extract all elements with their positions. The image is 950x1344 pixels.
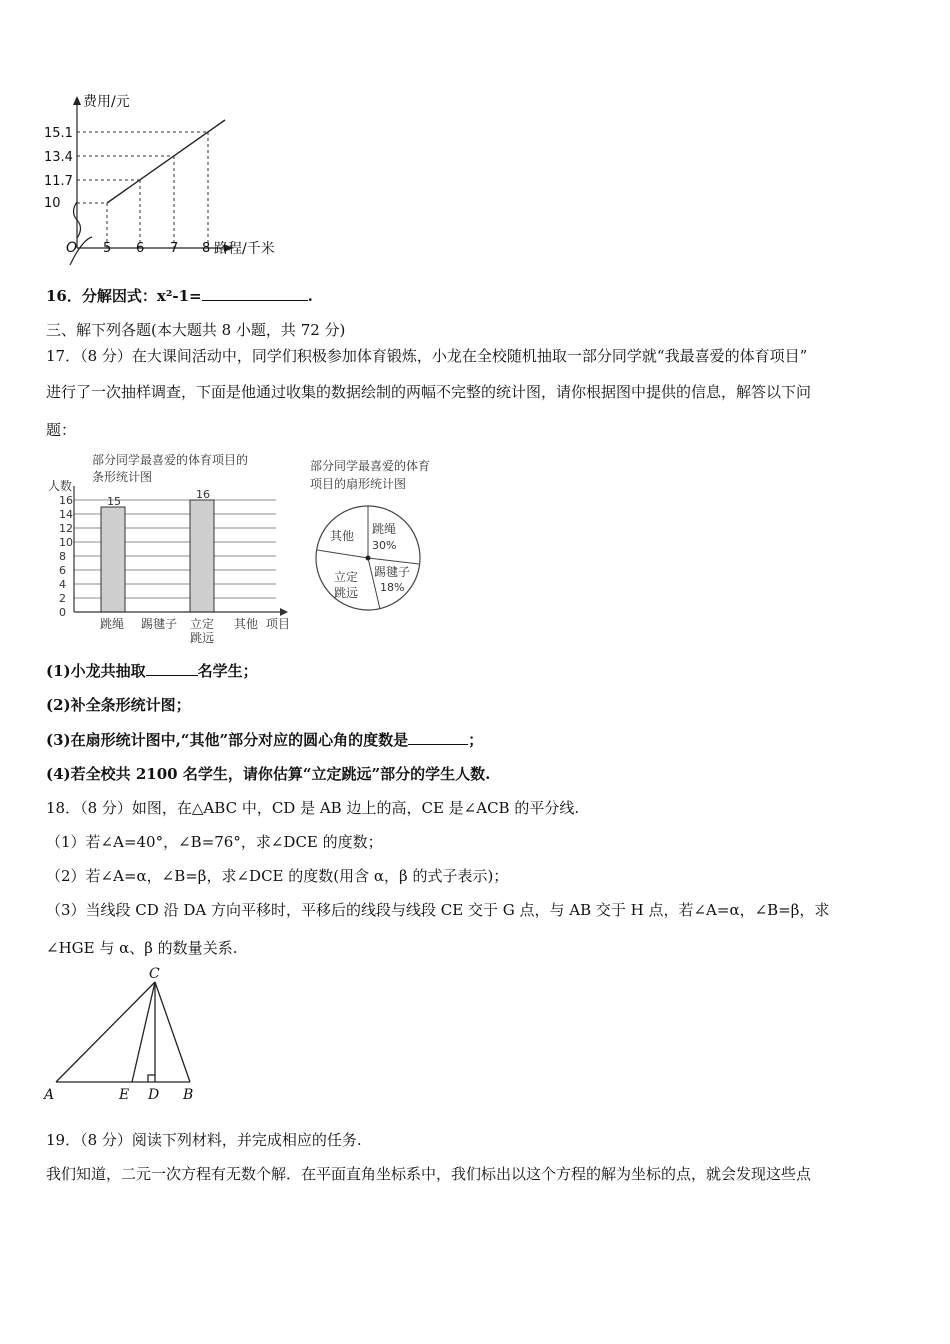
y-tick-label: 8 xyxy=(59,550,66,563)
category-label: 其他 xyxy=(234,617,259,631)
category-label: 跳绳 xyxy=(100,617,125,631)
fare-line-graph xyxy=(30,90,310,265)
bar-value-label: 16 xyxy=(196,488,210,501)
x-axis-label: 路程/千米 xyxy=(214,241,275,257)
question-17-line: 17．（8 分）在大课间活动中，同学们积极参加体育锻炼，小龙在全校随机抽取一部分同学就“我最喜爱的体育项目” xyxy=(46,347,808,365)
bar-chart xyxy=(44,448,299,648)
origin-label: O xyxy=(66,240,78,256)
y-tick-label: 10 xyxy=(44,196,61,211)
question-18-line: （1）若∠A=40°，∠B=76°，求∠DCE 的度数； xyxy=(46,833,383,851)
question-17-sub4: (4)若全校共 2100 名学生，请你估算“立定跳远”部分的学生人数. xyxy=(46,765,491,783)
sub3-text: (3)在扇形统计图中,“其他”部分对应的圆心角的度数是 xyxy=(46,731,409,749)
pie-divider xyxy=(368,558,419,564)
vertex-label: C xyxy=(149,966,160,982)
y-tick-label: 14 xyxy=(59,508,73,521)
bar-value-label: 15 xyxy=(107,495,121,508)
y-tick-label: 10 xyxy=(59,536,73,549)
question-18-line: （2）若∠A=α，∠B=β，求∠DCE 的度数(用含 α，β 的式子表示)； xyxy=(46,867,509,885)
y-tick-label: 4 xyxy=(59,578,66,591)
x-tick-label: 8 xyxy=(202,241,211,256)
vertex-label: E xyxy=(119,1087,130,1103)
pie-chart xyxy=(300,452,470,632)
pie-slice-label: 立定 xyxy=(334,570,359,584)
question-17-line: 进行了一次抽样调查，下面是他通过收集的数据绘制的两幅不完整的统计图，请你根据图中提供的信息，解答以下问 xyxy=(46,383,812,401)
y-tick-label: 2 xyxy=(59,592,66,605)
y-tick-label: 0 xyxy=(59,606,66,619)
sub1-text: (1)小龙共抽取 xyxy=(46,662,146,680)
question-19-line: 19．（8 分）阅读下列材料，并完成相应的任务. xyxy=(46,1131,362,1149)
pie-slice-percent: 30% xyxy=(372,539,397,552)
y-tick-label: 11.7 xyxy=(44,174,73,189)
category-label: 踢毽子 xyxy=(141,617,178,631)
bar-chart-xlabel: 项目 xyxy=(266,617,291,631)
answer-blank xyxy=(408,730,468,745)
question-18-line: （3）当线段 CD 沿 DA 方向平移时，平移后的线段与线段 CE 交于 G 点，与 AB 交于 H 点，若∠A=α，∠B=β，求 xyxy=(46,901,830,919)
question-17-sub3 xyxy=(46,730,483,750)
y-axis-label: 费用/元 xyxy=(83,94,130,110)
sub1-text-end: 名学生； xyxy=(197,662,258,680)
question-18-line: 18．（8 分）如图，在△ABC 中，CD 是 AB 边上的高，CE 是∠ACB 的平分线. xyxy=(46,799,580,817)
pie-slice-label: 跳绳 xyxy=(372,522,397,536)
question-17-line: 题： xyxy=(46,421,77,439)
x-tick-label: 6 xyxy=(136,241,145,256)
y-tick-label: 12 xyxy=(59,522,73,535)
question-18-line: ∠HGE 与 α、β 的数量关系. xyxy=(46,939,238,957)
pie-slice-percent: 18% xyxy=(380,581,405,594)
question-17-sub1 xyxy=(46,661,258,681)
bar xyxy=(190,500,214,612)
bar xyxy=(101,507,125,612)
pie-slice-label: 跳远 xyxy=(334,586,359,600)
answer-blank xyxy=(146,661,198,676)
vertex-label: A xyxy=(44,1087,55,1103)
pie-center-dot xyxy=(366,556,371,561)
bar-chart-title: 条形统计图 xyxy=(92,470,153,484)
triangle-figure xyxy=(40,962,210,1104)
vertex-label: B xyxy=(183,1087,194,1103)
x-tick-label: 5 xyxy=(103,241,112,256)
category-label: 立定 xyxy=(190,617,215,631)
question-16 xyxy=(46,286,313,306)
question-17-sub2: (2)补全条形统计图； xyxy=(46,696,191,714)
pie-chart-title: 项目的扇形统计图 xyxy=(310,477,407,491)
pie-slice-label: 其他 xyxy=(330,529,355,543)
answer-blank xyxy=(202,286,308,301)
bar-chart-ylabel: 人数 xyxy=(48,479,73,493)
y-tick-label: 16 xyxy=(59,494,73,507)
question-16-text: 16．分解因式：x²-1= xyxy=(46,287,202,305)
pie-slice-label: 踢毽子 xyxy=(374,565,411,579)
question-16-end: . xyxy=(307,287,313,305)
pie-divider xyxy=(317,550,368,558)
question-19-line: 我们知道，二元一次方程有无数个解．在平面直角坐标系中，我们标出以这个方程的解为坐标的点，就会发现这些点 xyxy=(46,1165,812,1183)
y-tick-label: 13.4 xyxy=(44,150,73,165)
y-tick-label: 15.1 xyxy=(44,126,73,141)
x-tick-label: 7 xyxy=(170,241,179,256)
bar-chart-title: 部分同学最喜爱的体育项目的 xyxy=(92,453,249,467)
y-tick-label: 6 xyxy=(59,564,66,577)
vertex-label: D xyxy=(148,1087,160,1103)
sub3-text-end: ； xyxy=(468,731,484,749)
category-label: 跳远 xyxy=(190,631,215,645)
section-title: 三、解下列各题(本大题共 8 小题，共 72 分) xyxy=(46,321,346,339)
pie-chart-title: 部分同学最喜爱的体育 xyxy=(310,459,431,473)
